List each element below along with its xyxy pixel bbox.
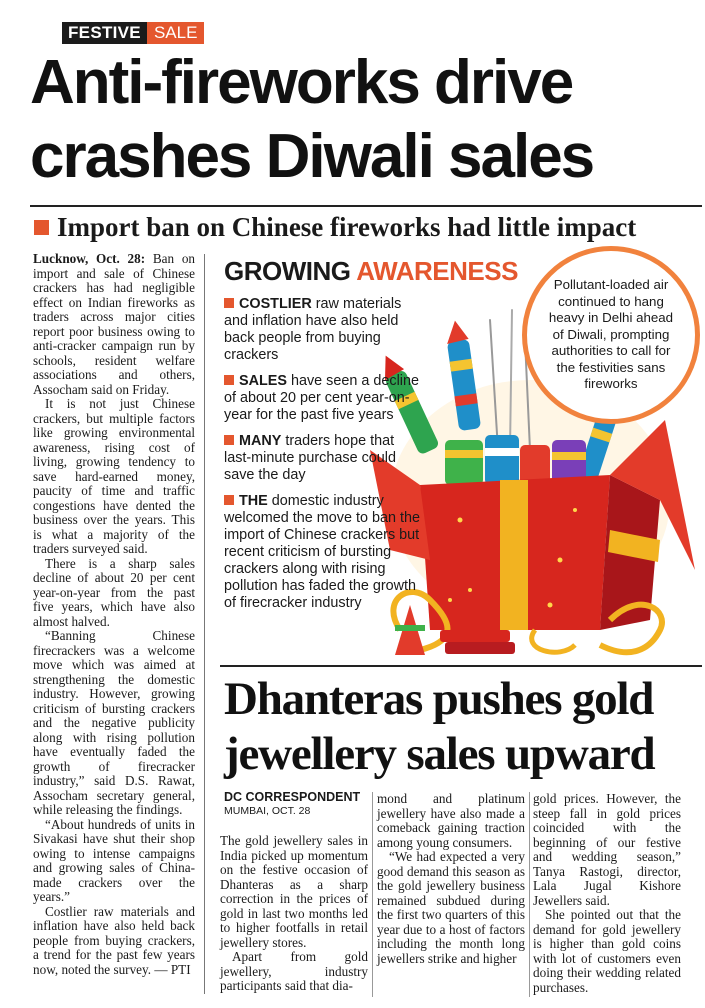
bullet-lead: SALES: [239, 373, 287, 389]
square-bullet-icon: [224, 298, 234, 308]
column-divider: [372, 792, 373, 997]
story2-col1-p0: The gold jewellery sales in India picked up momentum on the festive occasion of Dhanteras as a sharp correction in the prices of gold in last two months led to higher footfalls in retail jewellery stores.: [220, 833, 368, 950]
awareness-title-part1: GROWING: [224, 256, 351, 286]
kicker-sale: SALE: [147, 22, 204, 44]
awareness-title-part2: AWARENESS: [356, 256, 518, 286]
story2-column-1: [220, 834, 368, 994]
byline-place: MUMBAI, OCT. 28: [224, 805, 311, 817]
headline-rule: [30, 205, 702, 207]
bullet-text: traders hope that last-minute purchase could save the day: [224, 433, 396, 483]
awareness-bullet: [224, 493, 420, 612]
awareness-bullets: [224, 296, 420, 621]
awareness-bullet: [224, 373, 420, 424]
bullet-text: raw materials and inflation have also held back people from buying crackers: [224, 296, 402, 363]
bullet-lead: COSTLIER: [239, 296, 312, 312]
bullet-text: domestic industry welcomed the move to ban the import of Chinese crackers but recent criticism of bursting crackers along with rising pollution has faded the growth of firecracker industry: [224, 493, 420, 611]
main-headline: Anti-fireworks drive crashes Diwali sales: [30, 48, 594, 191]
callout-text: Pollutant-loaded air continued to hang heavy in Delhi ahead of Diwali, prompting authorities to call for the festivities sans fireworks: [548, 277, 674, 392]
story1-paragraph: [33, 252, 195, 397]
column-divider: [529, 792, 530, 997]
awareness-bullet: [224, 296, 420, 364]
awareness-bullet: [224, 433, 420, 484]
story2-column-2: [377, 792, 525, 966]
bullet-lead: THE: [239, 493, 268, 509]
pollution-callout: [522, 246, 700, 424]
square-bullet-icon: [224, 495, 234, 505]
byline-name: DC CORRESPONDENT: [224, 790, 361, 804]
bullet-lead: MANY: [239, 433, 282, 449]
kicker-festive: FESTIVE: [62, 22, 147, 44]
story1-p5: Costlier raw materials and inflation have also held back people from buying crackers, a trend for the past few years now, noted the survey. — PTI: [33, 903, 195, 977]
square-bullet-icon: [224, 375, 234, 385]
column-divider: [204, 254, 205, 994]
story2-byline: [224, 790, 360, 818]
story2-col1-p1: Apart from gold jewellery, industry participants said that dia-: [220, 949, 368, 993]
story2-headline: Dhanteras pushes gold jewellery sales upward: [224, 673, 655, 780]
story1-p0: Ban on import and sale of Chinese crackers has had negligible effect on Indian fireworks as traders across major cities report poor business owing to anti-cracker campaign run by schools, resident welfare associations and others, Assocham said on Friday.: [33, 251, 196, 397]
story2-rule: [220, 665, 702, 667]
story1-p3: “Banning Chinese firecrackers was a welcome move which was aimed at strengthening the domestic industry. However, growing criticism of bursting crackers and the negative publicity along with rising pollution have eventually faded the growth of firecracker industry,” said D.S. Rawat, Assocham secretary general, while releasing the findings.: [33, 628, 195, 817]
square-bullet-icon: [224, 435, 234, 445]
square-bullet-icon: [34, 220, 49, 235]
story1-column: [33, 252, 195, 977]
story2-col3-p0: gold prices. However, the steep fall in gold prices coincided with the beginning of our festive and wedding season,” Tanya Rastogi, director, Lala Jugal Kishore Jewellers said.: [533, 791, 681, 908]
subheadline: [34, 212, 636, 243]
story2-col3-p1: She pointed out that the demand for gold jewellery is higher than gold coins with lot of customers even doing their wedding related purchases.: [533, 907, 681, 995]
story1-p2: There is a sharp sales decline of about 20 per cent year-on-year from the past five years, which have also almost halved.: [33, 555, 195, 629]
story2-column-3: [533, 792, 681, 995]
bullet-text: have seen a decline of about 20 per cent year-on-year for the past five years: [224, 373, 419, 423]
story2-col2-p0: mond and platinum jewellery have also made a comeback gaining traction among young consumers.: [377, 791, 525, 850]
story1-p4: “About hundreds of units in Sivakasi have shut their shop owing to intense campaigns and growing sales of China-made crackers over the years.”: [33, 816, 195, 904]
subheadline-text: Import ban on Chinese fireworks had little impact: [57, 212, 637, 242]
awareness-title: [224, 256, 518, 287]
section-kicker: [62, 22, 204, 44]
story1-dateline: Lucknow, Oct. 28:: [33, 251, 146, 266]
story1-p1: It is not just Chinese crackers, but multiple factors like growing environmental awareness, rising cost of living, growing tendency to save hard-earned money, paucity of time and traffic congestions have dented the business over the years. This is what a majority of the traders surveyed said.: [33, 396, 195, 556]
story2-col2-p1: “We had expected a very good demand this season as the gold jewellery business remained subdued during the first two quarters of this year due to a host of factors including the month long jewellers strike and higher: [377, 849, 525, 966]
